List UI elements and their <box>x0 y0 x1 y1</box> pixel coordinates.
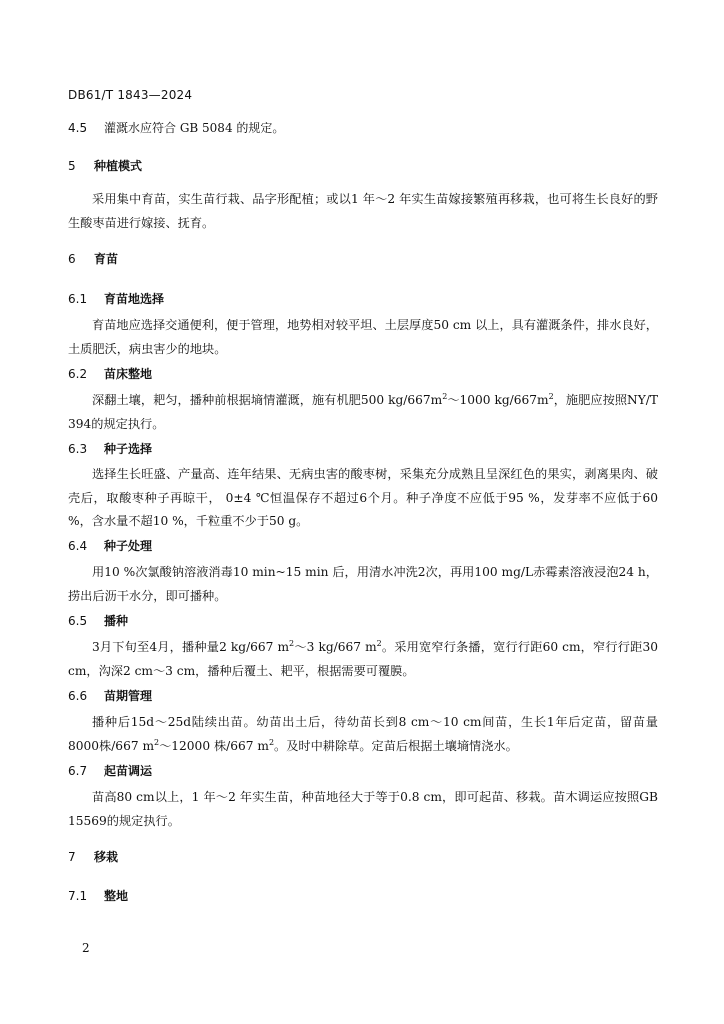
clause-title: 苗床整地 <box>104 367 153 381</box>
section-title: 育苗 <box>94 252 119 266</box>
clause-title: 种子选择 <box>104 442 153 456</box>
clause-title: 整地 <box>104 889 129 903</box>
section-6-heading <box>68 250 658 267</box>
clause-title: 育苗地选择 <box>104 292 165 306</box>
clause-7-1-heading <box>68 887 658 904</box>
clause-6-1-heading <box>68 290 658 307</box>
clause-6-3-heading <box>68 440 658 457</box>
clause-number: 6.4 <box>68 539 88 553</box>
page-number: 2 <box>82 941 90 955</box>
clause-title: 起苗调运 <box>104 764 153 778</box>
clause-6-5-paragraph: 3月下旬至4月，播种量2 kg/667 $m^2\sim 3$ kg/667 $m^2$。采用宽窄行条播，宽行行距60 cm，窄行行距30 cm，沟深2 cm～3 cm，播种后覆土、耙平，根据需要可覆膜。 <box>68 638 658 678</box>
clause-6-6-paragraph: 播种后15d～25d陆续出苗。幼苗出土后，待幼苗长到8 cm～10 cm间苗，生长1年后定苗，留苗量8000株/667 $m^2\sim 12000$ 株/667 $m^2$。及时中耕除草。定苗后根据土壤墒情浇水。 <box>68 715 658 753</box>
clause-number: 6.3 <box>68 442 88 456</box>
section-number: 5 <box>68 159 76 173</box>
clause-6-1-paragraph: 育苗地应选择交通便利，便于管理，地势相对较平坦、土层厚度50 cm 以上，具有灌溉条件，排水良好，土质肥沃，病虫害少的地块。 <box>68 318 658 356</box>
document-id-header: DB61/T 1843—2024 <box>68 88 193 102</box>
clause-6-3-paragraph: 选择生长旺盛、产量高、连年结果、无病虫害的酸枣树，采集充分成熟且呈深红色的果实，剥离果肉、破壳后，取酸枣种子再晾干， 0±4 ℃恒温保存不超过6个月。种子净度不应低于95 %，发芽率不应低于60 %，含水量不超10 %，千粒重不少于50 g。 <box>68 467 658 528</box>
clause-number: 6.7 <box>68 764 88 778</box>
clause-6-7-heading <box>68 762 658 779</box>
clause-number: 6.5 <box>68 614 88 628</box>
clause-number: 7.1 <box>68 889 88 903</box>
section-number: 6 <box>68 252 76 266</box>
clause-6-6-heading <box>68 687 658 704</box>
clause-6-4-paragraph: 用10 %次氯酸钠溶液消毒10 min~15 min 后，用清水冲洗2次，再用100 mg/L赤霉素溶液浸泡24 h，捞出后沥干水分，即可播种。 <box>68 565 658 603</box>
section-number: 7 <box>68 850 76 864</box>
clause-number: 6.6 <box>68 689 88 703</box>
clause-number: 6.1 <box>68 292 88 306</box>
clause-number: 4.5 <box>68 121 88 135</box>
clause-4-5 <box>68 119 658 136</box>
clause-title: 播种 <box>104 614 129 628</box>
clause-6-4-heading <box>68 537 658 554</box>
clause-title: 种子处理 <box>104 539 153 553</box>
clause-6-5-heading <box>68 612 658 629</box>
clause-number: 6.2 <box>68 367 88 381</box>
clause-6-7-paragraph: 苗高80 cm以上，1 年～2 年实生苗，种苗地径大于等于0.8 cm，即可起苗、移栽。苗木调运应按照GB 15569的规定执行。 <box>68 790 658 828</box>
section-title: 移栽 <box>94 850 119 864</box>
clause-6-2-heading <box>68 365 658 382</box>
clause-6-2-paragraph: 深翻土壤，耙匀，播种前根据墒情灌溉，施有机肥500 $kg/667m^2\sim 1000$ $kg/667m^2$，施肥应按照NY/T 394的规定执行。 <box>68 391 658 431</box>
clause-text: 灌溉水应符合 GB 5084 的规定。 <box>104 121 285 135</box>
section-7-heading <box>68 848 658 865</box>
section-5-heading <box>68 157 658 174</box>
section-5-paragraph: 采用集中育苗，实生苗行栽、品字形配植；或以1 年～2 年实生苗嫁接繁殖再移栽，也可将生长良好的野生酸枣苗进行嫁接、抚育。 <box>68 192 658 230</box>
clause-title: 苗期管理 <box>104 689 153 703</box>
section-title: 种植模式 <box>94 159 143 173</box>
